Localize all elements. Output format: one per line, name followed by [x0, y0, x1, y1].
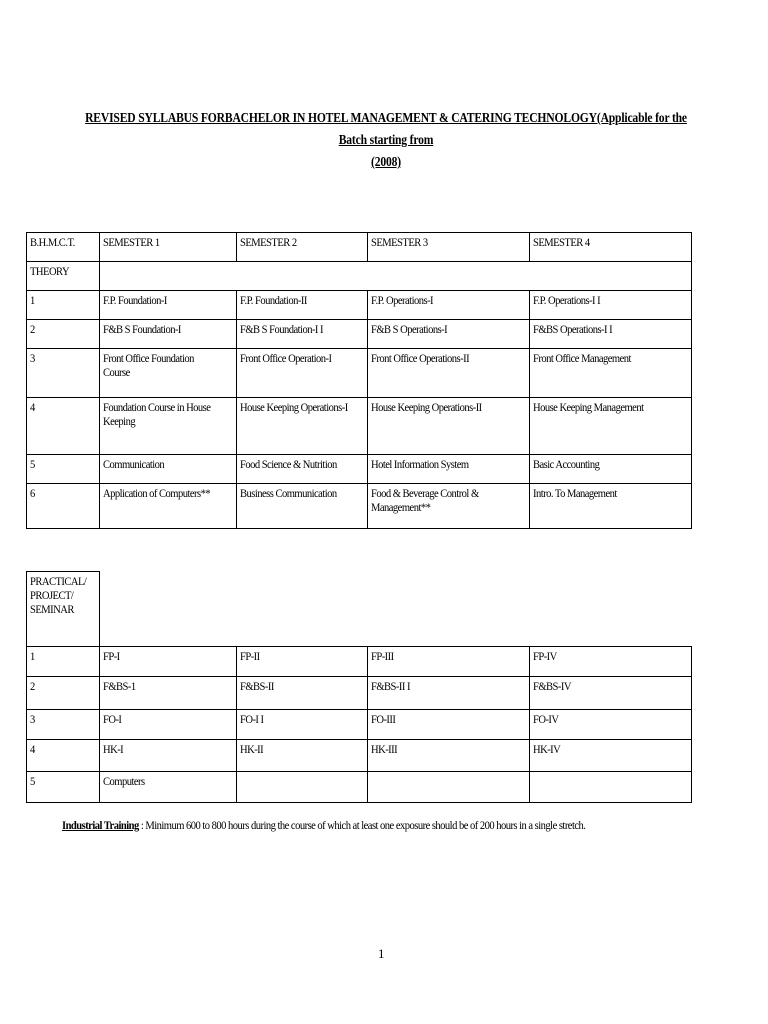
- table-cell: F.P. Foundation-II: [237, 291, 368, 320]
- table-cell: House Keeping Operations-II: [368, 398, 530, 455]
- table-cell: Front Office Foundation Course: [100, 349, 237, 398]
- row-number: 5: [27, 455, 100, 484]
- table-cell: Front Office Management: [530, 349, 692, 398]
- table-cell: [530, 772, 692, 803]
- section-row: [27, 262, 692, 291]
- table-cell: F&BS-1: [100, 677, 237, 710]
- table-row: [27, 647, 692, 677]
- table-cell: HK-III: [368, 740, 530, 772]
- table-cell: House Keeping Operations-I: [237, 398, 368, 455]
- table-row: [27, 740, 692, 772]
- section-empty-cell: [100, 262, 692, 291]
- table-cell: FO-I I: [237, 710, 368, 740]
- table-cell: HK-I: [100, 740, 237, 772]
- row-number: 4: [27, 740, 100, 772]
- table-cell: F&B S Foundation-I: [100, 320, 237, 349]
- table-cell: Food & Beverage Control & Management**: [368, 484, 530, 529]
- table-cell: House Keeping Management: [530, 398, 692, 455]
- row-number: 3: [27, 710, 100, 740]
- document-title: [78, 107, 694, 173]
- row-number: 2: [27, 677, 100, 710]
- table-cell: FO-I: [100, 710, 237, 740]
- table-cell: Computers: [100, 772, 237, 803]
- page-number: 1: [378, 946, 385, 961]
- table-cell: [237, 772, 368, 803]
- table-cell: FP-I: [100, 647, 237, 677]
- table-cell: Front Office Operation-I: [237, 349, 368, 398]
- note-label: Industrial Training: [62, 818, 139, 832]
- table-row: [27, 710, 692, 740]
- row-number: 5: [27, 772, 100, 803]
- table-cell: FP-II: [237, 647, 368, 677]
- header-cell: SEMESTER 3: [368, 233, 530, 262]
- table-cell: [368, 772, 530, 803]
- table-row: [27, 291, 692, 320]
- table-row: [27, 484, 692, 529]
- note-text: : Minimum 600 to 800 hours during the course of which at least one exposure should be of 200 hours in a single stretch.: [138, 818, 586, 832]
- table-cell: F.P. Operations-I: [368, 291, 530, 320]
- table-cell: F&BS-IV: [530, 677, 692, 710]
- header-cell: B.H.M.C.T.: [27, 233, 100, 262]
- section-label: THEORY: [27, 262, 100, 291]
- table-row: [27, 398, 692, 455]
- table-cell: F&BS-II: [237, 677, 368, 710]
- table-cell: Business Communication: [237, 484, 368, 529]
- title-line-1: REVISED SYLLABUS FORBACHELOR IN HOTEL MANAGEMENT & CATERING TECHNOLOGY(Applicable for the Batch starting from: [85, 110, 687, 147]
- title-line-2: (2008): [371, 154, 401, 169]
- table-row: [27, 455, 692, 484]
- table-cell: HK-IV: [530, 740, 692, 772]
- table-row: [27, 320, 692, 349]
- row-number: 3: [27, 349, 100, 398]
- header-cell: SEMESTER 2: [237, 233, 368, 262]
- row-number: 1: [27, 647, 100, 677]
- table-cell: FP-IV: [530, 647, 692, 677]
- table-row: [27, 772, 692, 803]
- row-number: 6: [27, 484, 100, 529]
- table-row: [27, 349, 692, 398]
- header-cell: SEMESTER 1: [100, 233, 237, 262]
- table-cell: Hotel Information System: [368, 455, 530, 484]
- table-cell: F&BS Operations-I I: [530, 320, 692, 349]
- table-cell: F.P. Operations-I I: [530, 291, 692, 320]
- theory-table: [26, 232, 692, 529]
- industrial-training-note: [62, 818, 585, 833]
- table-cell: Front Office Operations-II: [368, 349, 530, 398]
- section-empty-cell: [100, 572, 692, 647]
- table-cell: Foundation Course in House Keeping: [100, 398, 237, 455]
- header-cell: SEMESTER 4: [530, 233, 692, 262]
- table-cell: F&B S Operations-I: [368, 320, 530, 349]
- table-header-row: [27, 233, 692, 262]
- table-cell: Application of Computers**: [100, 484, 237, 529]
- table-cell: F&B S Foundation-I I: [237, 320, 368, 349]
- practical-table: [26, 571, 692, 803]
- table-cell: F&BS-II I: [368, 677, 530, 710]
- table-cell: Intro. To Management: [530, 484, 692, 529]
- table-cell: Basic Accounting: [530, 455, 692, 484]
- table-cell: FP-III: [368, 647, 530, 677]
- row-number: 1: [27, 291, 100, 320]
- table-row: [27, 677, 692, 710]
- table-cell: FO-III: [368, 710, 530, 740]
- section-row: [27, 572, 692, 647]
- table-cell: F.P. Foundation-I: [100, 291, 237, 320]
- table-cell: Communication: [100, 455, 237, 484]
- section-label: PRACTICAL/ PROJECT/ SEMINAR: [27, 572, 100, 647]
- table-cell: Food Science & Nutrition: [237, 455, 368, 484]
- row-number: 2: [27, 320, 100, 349]
- table-cell: FO-IV: [530, 710, 692, 740]
- table-cell: HK-II: [237, 740, 368, 772]
- row-number: 4: [27, 398, 100, 455]
